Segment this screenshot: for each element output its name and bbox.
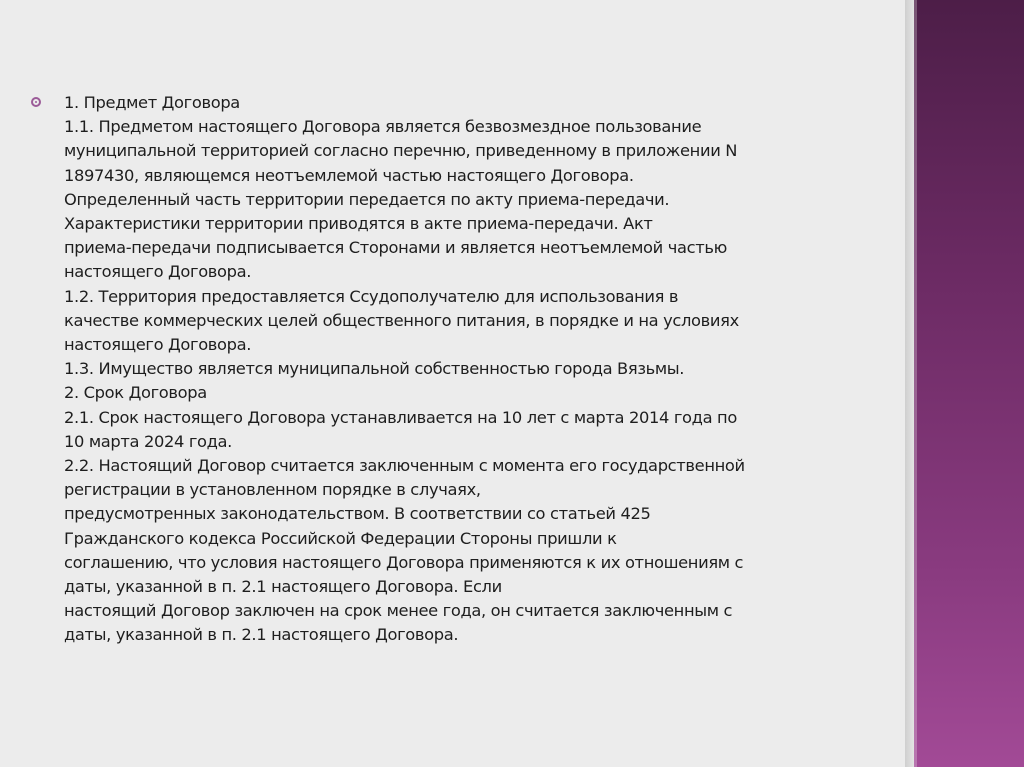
text-line: регистрации в установленном порядке в случаях, [64,480,481,500]
bullet-icon [31,97,41,107]
text-line: 2.2. Настоящий Договор считается заключенным с момента его государственной [64,456,745,476]
text-line: приема-передачи подписывается Сторонами и является неотъемлемой частью [64,238,727,258]
text-line: 1. Предмет Договора [64,93,240,112]
text-line: 1.1. Предметом настоящего Договора является безвозмездное пользование [64,117,702,137]
text-line: муниципальной территорией согласно перечню, приведенному в приложении N [64,141,738,161]
text-line: Гражданского кодекса Российской Федерации Стороны пришли к [64,528,617,548]
text-line: 1.3. Имущество является муниципальной собственностью города Вязьмы. [64,359,685,379]
text-line: 10 марта 2024 года. [64,431,233,451]
text-line: Определенный часть территории передается по акту приема-передачи. [64,189,670,209]
text-line: предусмотренных законодательством. В соответствии со статьей 425 [64,504,651,524]
text-line: 1.2. Территория предоставляется Ссудополучателю для использования в [64,286,679,306]
accent-side-bar [914,0,1024,767]
text-line: даты, указанной в п. 2.1 настоящего Договора. Если [64,577,502,597]
text-line: качестве коммерческих целей общественного питания, в порядке и на условиях [64,310,739,330]
text-line: Характеристики территории приводятся в акте приема-передачи. Акт [64,214,653,234]
text-line: 1897430, являющемся неотъемлемой частью настоящего Договора. [64,165,634,185]
text-line: настоящего Договора. [64,262,252,282]
slide-body-text [64,91,864,648]
text-line: настоящий Договор заключен на срок менее года, он считается заключенным с [64,601,733,621]
text-line: настоящего Договора. [64,335,252,355]
text-line: 2. Срок Договора [64,383,207,403]
text-line: 2.1. Срок настоящего Договора устанавливается на 10 лет с марта 2014 года по [64,407,737,427]
text-line: даты, указанной в п. 2.1 настоящего Договора. [64,625,459,645]
text-line: соглашению, что условия настоящего Договора применяются к их отношениям с [64,552,744,572]
